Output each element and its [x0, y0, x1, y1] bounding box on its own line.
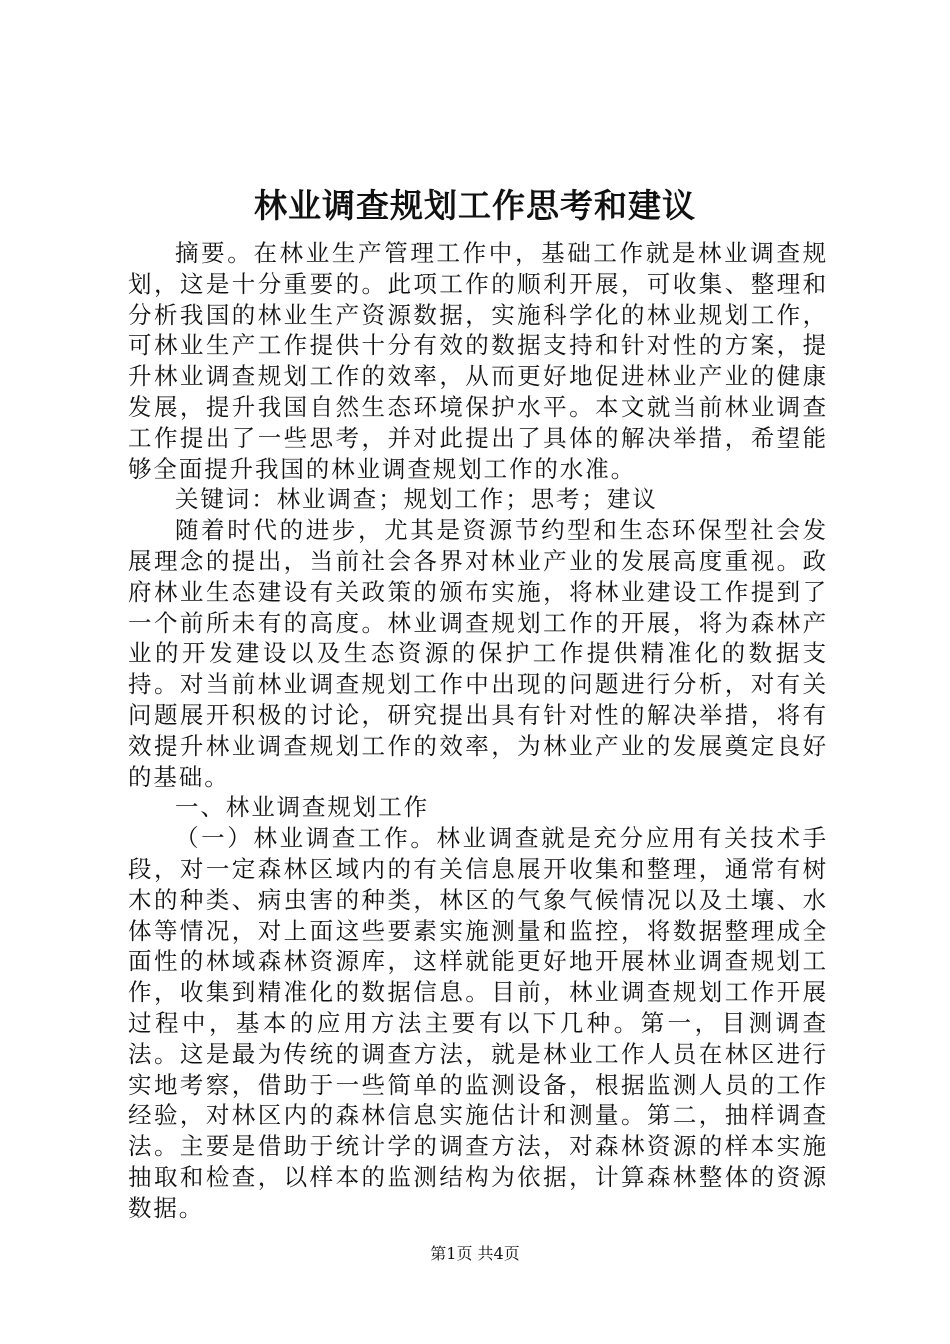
subsection-paragraph: （一）林业调查工作。林业调查就是充分应用有关技术手段，对一定森林区域内的有关信息展开收集和整理，通常有树木的种类、病虫害的种类，林区的气象气候情况以及土壤、水体等情况，对上面这些要素实施测量和监控，将数据整理成全面性的林域森林资源库，这样就能更好地开展林业调查规划工作，收集到精准化的数据信息。目前，林业调查规划工作开展过程中，基本的应用方法主要有以下几种。第一，目测调查法。这是最为传统的调查方法，就是林业工作人员在林区进行实地考察，借助于一些简单的监测设备，根据监测人员的工作经验，对林区内的森林信息实施估计和测量。第二，抽样调查法。主要是借助于统计学的调查方法，对森林资源的样本实施抽取和检查，以样本的监测结构为依据，计算森林整体的资源数据。 — [128, 824, 828, 1222]
page-number-footer: 第1页 共4页 — [430, 1244, 520, 1263]
keywords-paragraph: 关键词：林业调查；规划工作；思考；建议 — [175, 485, 658, 514]
document-title: 林业调查规划工作思考和建议 — [254, 186, 696, 225]
document-body — [128, 238, 828, 1224]
abstract-paragraph: 摘要。在林业生产管理工作中，基础工作就是林业调查规划，这是十分重要的。此项工作的顺利开展，可收集、整理和分析我国的林业生产资源数据，实施科学化的林业规划工作，可林业生产工作提供十分有效的数据支持和针对性的方案，提升林业调查规划工作的效率，从而更好地促进林业产业的健康发展，提升我国自然生态环境保护水平。本文就当前林业调查工作提出了一些思考，并对此提出了具体的解决举措，希望能够全面提升我国的林业调查规划工作的水准。 — [128, 239, 828, 483]
intro-paragraph: 随着时代的进步，尤其是资源节约型和生态环保型社会发展理念的提出，当前社会各界对林业产业的发展高度重视。政府林业生态建设有关政策的颁布实施，将林业建设工作提到了一个前所未有的高度。林业调查规划工作的开展，将为森林产业的开发建设以及生态资源的保护工作提供精准化的数据支持。对当前林业调查规划工作中出现的问题进行分析，对有关问题展开积极的讨论，研究提出具有针对性的解决举措，将有效提升林业调查规划工作的效率，为林业产业的发展奠定良好的基础。 — [128, 516, 828, 791]
section-heading: 一、林业调查规划工作 — [175, 793, 429, 822]
